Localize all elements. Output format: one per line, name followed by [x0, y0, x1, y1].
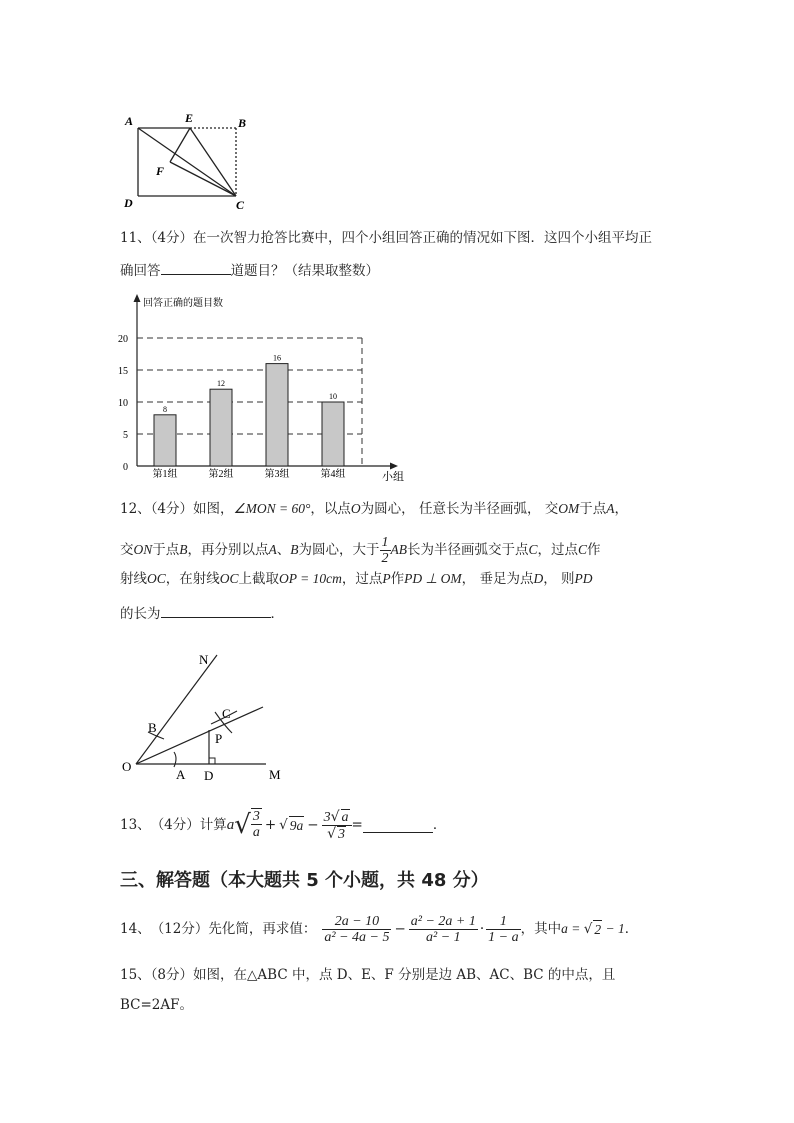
- q14-cond-radical: √: [583, 921, 593, 937]
- label-B: B: [238, 116, 247, 130]
- q13-frac2-num: [322, 809, 352, 826]
- q12-answer-blank[interactable]: [161, 603, 271, 618]
- bar-chart: [110, 290, 430, 490]
- q12-l2-f: 长为半径画弧交于点: [407, 542, 529, 558]
- q14-where: ，其中: [520, 921, 562, 937]
- x-tick-label: 第4组: [320, 469, 346, 480]
- q12-l3-e: 作: [390, 571, 405, 587]
- q12-line3: [120, 570, 593, 588]
- q12-l1-d: 于点: [579, 501, 607, 517]
- q12-point-o: O: [350, 501, 361, 516]
- q12-l1-c: 为圆心， 任意长为半径画弧， 交: [360, 501, 559, 517]
- x-tick-label: 第1组: [152, 469, 178, 480]
- q13-frac2-den: [322, 826, 352, 842]
- q15-number: 15、: [120, 967, 151, 983]
- y-tick-label: 0: [123, 462, 128, 473]
- q12-line4: [120, 603, 284, 623]
- q14-cond-rad: 2: [594, 921, 602, 937]
- label-M: M: [269, 767, 281, 782]
- q14-frac-1: [322, 914, 391, 945]
- q12-l2-d: 、: [276, 542, 291, 558]
- q14-frac2-den: a² − 1: [426, 929, 461, 945]
- q14-text: 先化简，再求值：: [208, 921, 317, 937]
- q14-end: ．: [624, 921, 639, 937]
- label-C2: C: [222, 706, 231, 721]
- label-D2: D: [204, 768, 214, 783]
- q12-l3-d: ，过点: [341, 571, 383, 587]
- q12-segment-pd: PD: [574, 571, 593, 586]
- q12-l2-a: 交: [120, 542, 134, 558]
- bar-3: [266, 364, 288, 466]
- label-A: A: [125, 114, 134, 128]
- label-D: D: [124, 196, 133, 210]
- q13-sqrt-9a: 9a: [289, 817, 304, 833]
- q13-plus: +: [264, 817, 277, 833]
- q14-line: [120, 908, 638, 950]
- q15-score: （8分）: [150, 967, 194, 983]
- q14-frac1-num: 2a − 10: [322, 914, 391, 930]
- q12-l2-b: 于点: [152, 542, 180, 558]
- q12-point-b: B: [179, 542, 188, 557]
- q12-number: 12、: [120, 501, 151, 517]
- bar-1: [154, 415, 176, 466]
- q12-frac-num: 1: [381, 534, 389, 550]
- arc-A: [174, 752, 176, 767]
- label-C: C: [236, 198, 245, 212]
- q12-ray-oc: OC: [147, 571, 166, 586]
- q15-text-a: 如图，在△ABC 中，点 D、E、F 分别是边 AB、AC、BC 的中点，且: [193, 967, 616, 983]
- q14-dot: ·: [479, 921, 485, 937]
- q12-l1-b: ，以点: [310, 501, 351, 517]
- label-N: N: [199, 652, 209, 667]
- q13-frac-2: [322, 809, 352, 842]
- q12-frac-den: 2: [381, 550, 389, 566]
- bar-value-label: 16: [273, 353, 281, 363]
- q12-point-a2: A: [268, 542, 277, 557]
- edge-FC: [170, 162, 236, 196]
- label-F: F: [156, 164, 165, 178]
- q12-l2-g: ，过点: [537, 542, 579, 558]
- bar-4: [322, 402, 344, 466]
- q14-frac3-num: 1: [486, 914, 520, 930]
- q12-l3-g: ， 则: [543, 571, 575, 587]
- q14-number: 14、: [120, 921, 151, 937]
- q12-ray-on: ON: [133, 542, 153, 557]
- x-axis-arrow: [390, 463, 398, 470]
- q11-line1: [120, 229, 652, 247]
- q13-frac2-radical: √: [330, 808, 340, 825]
- q12-line1: [120, 500, 628, 518]
- q12-l3-f: ， 垂足为点: [461, 571, 534, 587]
- x-tick-label: 第2组: [208, 469, 234, 480]
- q11-line2: [120, 260, 379, 280]
- q12-angle: ∠MON = 60°: [233, 501, 311, 516]
- x-axis-label: 小组: [382, 471, 404, 483]
- q13-frac1-den: a: [252, 825, 260, 840]
- q14-frac-2: [409, 914, 478, 945]
- q12-point-c2: C: [578, 542, 588, 557]
- label-O: O: [122, 759, 132, 774]
- y-axis-arrow: [134, 294, 141, 302]
- q12-l1-a: 如图，: [193, 501, 234, 517]
- q13-frac2-coef: 3: [323, 809, 331, 825]
- q12-point-c: C: [528, 542, 538, 557]
- bar-value-label: 10: [329, 392, 337, 401]
- q12-l4-a: 的长为: [120, 606, 161, 622]
- q13-minus: −: [307, 817, 319, 833]
- q12-half-fraction: [380, 535, 391, 566]
- q12-l1-e: ，: [614, 501, 628, 517]
- q13-sqrt-frac: [234, 808, 262, 842]
- y-tick-label: 5: [123, 430, 128, 441]
- label-E: E: [185, 111, 194, 125]
- q14-frac2-num: a² − 2a + 1: [410, 913, 476, 929]
- bar-value-label: 8: [163, 404, 167, 414]
- q11-text-b-post: 道题目？（结果取整数）: [230, 263, 379, 279]
- q14-score: （12分）: [150, 921, 209, 937]
- x-tick-label: 第3组: [264, 469, 290, 480]
- q15-line2: [120, 996, 193, 1014]
- q13-text: 计算: [199, 817, 227, 833]
- q13-radical-sign-2: √: [279, 817, 288, 833]
- q12-ray-oc2: OC: [219, 571, 239, 586]
- q13-number: 13、: [120, 817, 151, 833]
- y-tick-label: 10: [118, 398, 128, 409]
- y-tick-label: 15: [118, 366, 128, 377]
- q13-frac2-den-radical: √: [327, 825, 337, 842]
- q12-point-b2: B: [290, 542, 299, 557]
- q11-number: 11、: [120, 230, 151, 246]
- angle-construction-figure: [118, 645, 298, 785]
- rectangle-fold-figure: [118, 108, 258, 214]
- label-P: P: [215, 731, 223, 746]
- q11-score: （4分）: [150, 230, 194, 246]
- q12-ray-om: OM: [558, 501, 580, 516]
- q12-point-p: P: [382, 571, 391, 586]
- q12-perpendicular: PD ⊥ OM: [404, 571, 462, 586]
- q11-text-a: 在一次智力抢答比赛中，四个小组回答正确的情况如下图．这四个小组平均正: [193, 230, 653, 246]
- edge-AC: [138, 128, 236, 196]
- q13-answer-blank[interactable]: [363, 818, 433, 833]
- q12-l2-e: 为圆心，大于: [298, 542, 380, 558]
- q12-l2-c: ，再分别以点: [187, 542, 269, 558]
- q12-l3-c: 上截取: [238, 571, 280, 587]
- q14-frac-3: [486, 914, 520, 945]
- q15-line1: [120, 966, 615, 984]
- q11-text-b-pre: 确回答: [120, 263, 161, 279]
- q14-frac3-den: 1 − a: [488, 929, 519, 945]
- q13-end: ．: [432, 817, 447, 833]
- q13-equals: =: [351, 817, 363, 833]
- q12-l2-h: 作: [587, 542, 601, 558]
- right-angle-mark: [209, 758, 215, 764]
- q12-point-d: D: [533, 571, 544, 586]
- q12-l4-b: ．: [270, 606, 284, 622]
- q13-frac2-den-rad: 3: [338, 826, 346, 842]
- q14-cond-a: a =: [561, 921, 584, 936]
- label-B2: B: [148, 720, 157, 735]
- q14-cond-b: − 1: [602, 921, 625, 936]
- q11-answer-blank[interactable]: [161, 260, 231, 275]
- q13-frac1-num: 3: [252, 809, 260, 824]
- y-tick-label: 20: [118, 334, 128, 345]
- q12-segment-ab: AB: [390, 542, 408, 557]
- q12-op-length: OP = 10cm: [279, 571, 342, 586]
- q13-frac-1: [251, 808, 262, 842]
- q12-l3-b: ，在射线: [165, 571, 220, 587]
- q13-coef-a: a: [226, 817, 235, 833]
- q14-frac1-den: a² − 4a − 5: [324, 929, 390, 945]
- bar-2: [210, 389, 232, 466]
- q12-l3-a: 射线: [120, 571, 147, 587]
- q12-score: （4分）: [150, 501, 194, 517]
- section-3-heading: 三、解答题（本大题共 5 个小题，共 48 分）: [120, 870, 489, 891]
- label-A2: A: [176, 767, 186, 782]
- q13-line: [120, 803, 446, 847]
- q13-score: （4分）: [150, 817, 200, 833]
- q13-frac2-num-rad: a: [341, 809, 349, 825]
- edge-EC: [190, 128, 236, 196]
- q13-radical-sign-1: √: [234, 810, 251, 840]
- q14-minus: −: [394, 921, 406, 937]
- ray-ON: [136, 655, 217, 764]
- q12-line2: [120, 532, 601, 568]
- y-axis-label: 回答正确的题目数: [143, 298, 223, 309]
- q12-point-a: A: [606, 501, 615, 516]
- q15-text-b: BC=2AF。: [120, 997, 194, 1013]
- bar-value-label: 12: [217, 379, 225, 389]
